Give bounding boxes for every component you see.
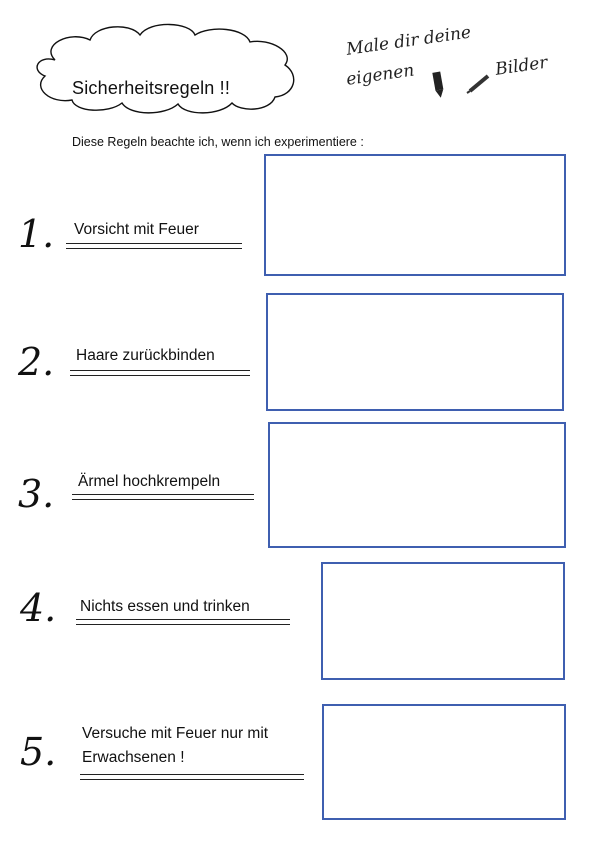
rule-text-4: Nichts essen und trinken [80,598,250,615]
rule-underline-3 [72,494,254,495]
handwritten-note-line2: eigenen [345,60,416,90]
rule-number-4: 4. [20,586,57,630]
rule-number-3: 3. [18,472,55,516]
crayon-icon [466,72,492,94]
rule-text-1: Vorsicht mit Feuer [74,221,199,238]
rule-underline-1 [66,243,242,244]
drawing-box-5[interactable] [322,704,566,820]
rule-text-3: Ärmel hochkrempeln [78,473,221,490]
rule-underline-4b [76,624,290,625]
drawing-box-4[interactable] [321,562,565,680]
page-title: Sicherheitsregeln !! [72,78,231,98]
rule-underline-5 [80,774,304,775]
pencil-icon [428,70,448,100]
handwritten-note-line1: Male dir deine [345,22,473,60]
rule-number-5: 5. [20,730,57,774]
rule-underline-5b [80,779,304,780]
rule-underline-4 [76,619,290,620]
intro-text: Diese Regeln beachte ich, wenn ich experimentiere : [72,135,364,149]
drawing-box-1[interactable] [264,154,566,276]
rule-text-2: Haare zurückbinden [76,347,215,364]
rule-underline-1b [66,248,242,249]
handwritten-note-line3: Bilder [494,52,549,80]
rule-text-5-line2: Erwachsenen ! [82,749,185,766]
rule-underline-3b [72,499,254,500]
rule-number-2: 2. [18,340,55,384]
rule-text-5-line1: Versuche mit Feuer nur mit [82,725,269,742]
drawing-box-3[interactable] [268,422,566,548]
rule-number-1: 1. [18,212,55,256]
rule-underline-2b [70,375,250,376]
drawing-box-2[interactable] [266,293,564,411]
rule-underline-2 [70,370,250,371]
